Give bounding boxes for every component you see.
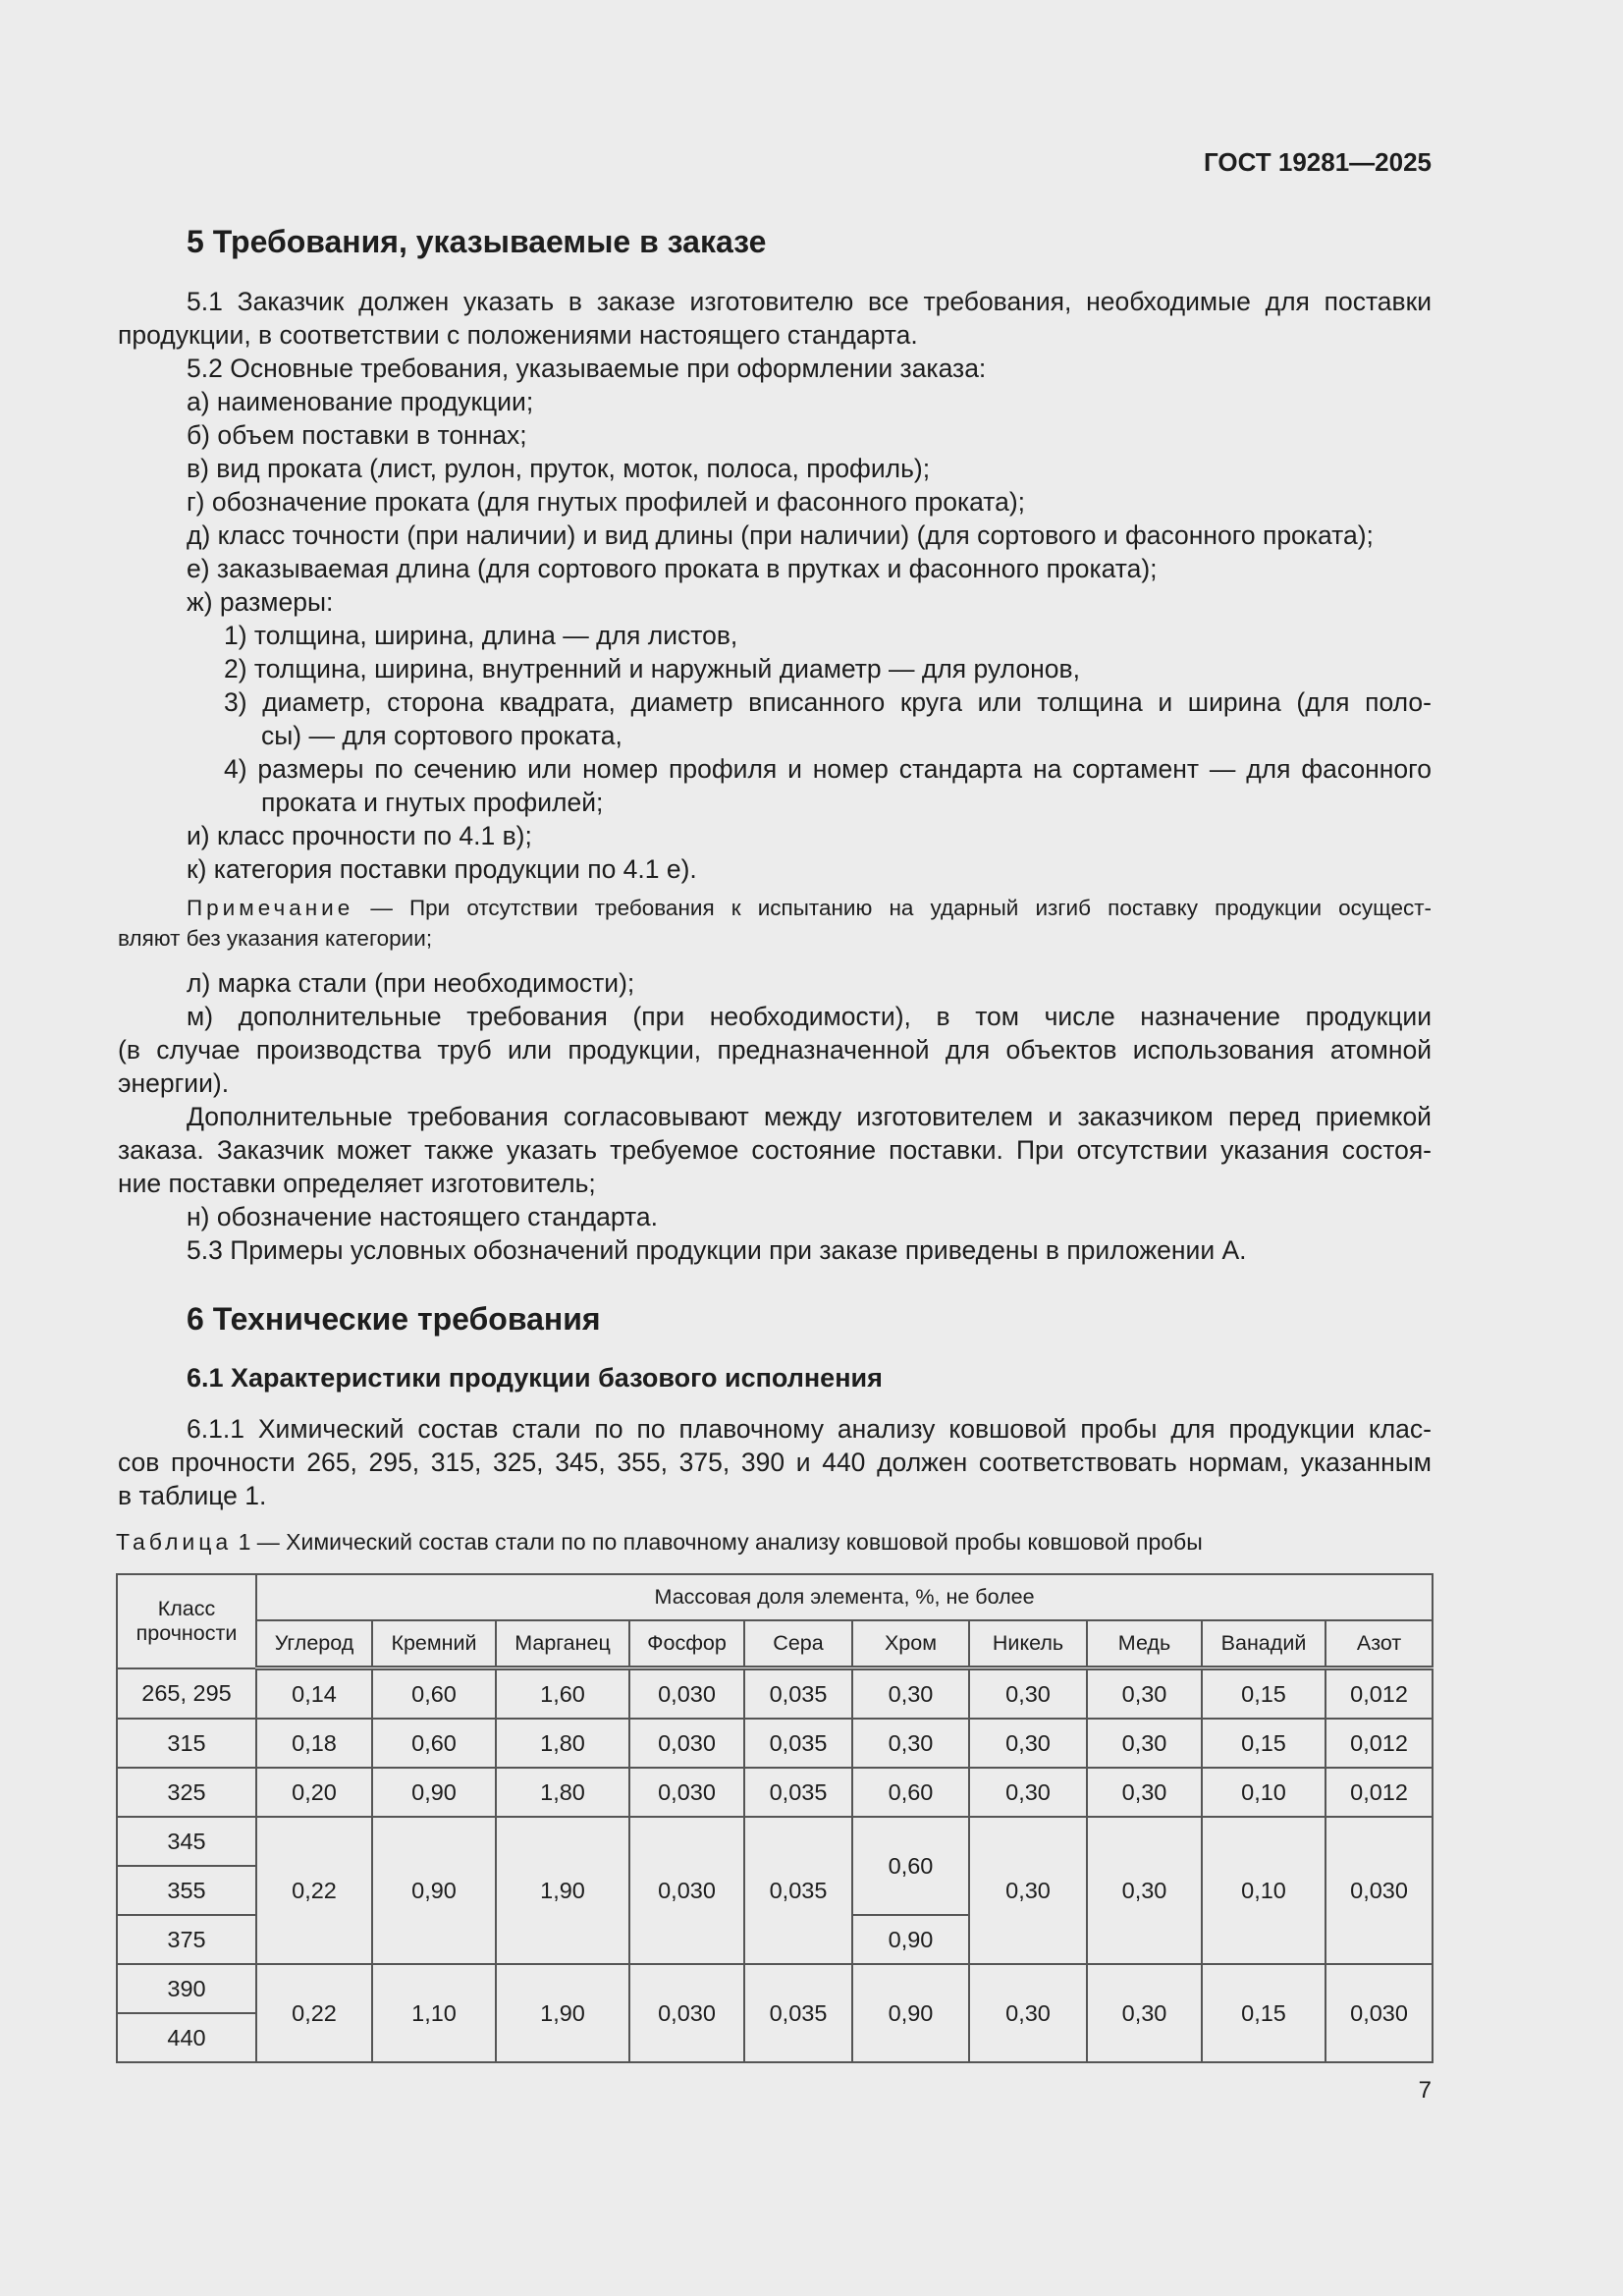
table-cell: 0,30	[969, 1668, 1087, 1720]
para-5-3: 5.3 Примеры условных обозначений продукции при заказе приведены в приложении А.	[187, 1235, 1247, 1265]
table-cell: 0,90	[372, 1768, 496, 1817]
page-number: 7	[1418, 2077, 1432, 2104]
extra-req-line2: заказа. Заказчик может также указать требуемое состояние поставки. При отсутствии указания состоя-	[118, 1135, 1432, 1165]
table-cell: 0,30	[969, 1719, 1087, 1768]
group-header: Массовая доля элемента, %, не более	[256, 1574, 1433, 1620]
table-cell: 0,10	[1202, 1768, 1325, 1817]
col-header-element: Углерод	[256, 1620, 372, 1668]
table-cell: 0,030	[629, 1817, 744, 1964]
col-header-element: Кремний	[372, 1620, 496, 1668]
table-cell: 0,035	[744, 1668, 852, 1720]
table-cell: 0,20	[256, 1768, 372, 1817]
table-row	[117, 1668, 1433, 1720]
chemical-composition-table	[116, 1573, 1434, 2063]
table-cell: 0,60	[852, 1817, 969, 1915]
table-caption-text: 1 — Химический состав стали по по плавочному анализу ковшовой пробы ковшовой пробы	[232, 1529, 1203, 1555]
extra-req-line1: Дополнительные требования согласовывают между изготовителем и заказчиком перед приемкой	[187, 1102, 1432, 1131]
table-cell: 0,012	[1325, 1768, 1433, 1817]
table-cell: 1,90	[496, 1817, 629, 1964]
list-item-g: г) обозначение проката (для гнутых профилей и фасонного проката);	[187, 487, 1026, 517]
col-header-class: Класс прочности	[117, 1574, 256, 1668]
note-line2: вляют без указания категории;	[118, 926, 433, 951]
table-cell: 1,10	[372, 1964, 496, 2062]
para-5-1-line2: продукции, в соответствии с положениями настоящего стандарта.	[118, 320, 918, 350]
table-cell: 0,30	[969, 1964, 1087, 2062]
table-cell: 0,60	[852, 1768, 969, 1817]
table-cell: 1,80	[496, 1719, 629, 1768]
col-header-element: Никель	[969, 1620, 1087, 1668]
col-header-element: Марганец	[496, 1620, 629, 1668]
table-subheader-row	[117, 1620, 1433, 1668]
col-header-element: Хром	[852, 1620, 969, 1668]
table-cell: 0,30	[852, 1668, 969, 1720]
table-cell: 0,30	[1087, 1668, 1202, 1720]
cell-class: 390	[117, 1964, 256, 2013]
sub-item-2: 2) толщина, ширина, внутренний и наружный диаметр — для рулонов,	[224, 654, 1080, 683]
table-cell: 0,90	[852, 1915, 969, 1964]
col-header-element: Медь	[1087, 1620, 1202, 1668]
table-cell: 0,030	[1325, 1964, 1433, 2062]
cell-class: 440	[117, 2013, 256, 2062]
table-cell: 0,30	[969, 1768, 1087, 1817]
table-cell: 1,60	[496, 1668, 629, 1720]
table-cell: 0,10	[1202, 1817, 1325, 1964]
table-cell: 0,035	[744, 1964, 852, 2062]
table-cell: 0,22	[256, 1964, 372, 2062]
cell-class: 355	[117, 1866, 256, 1915]
cell-class: 325	[117, 1768, 256, 1817]
para-6-1-1-line2: сов прочности 265, 295, 315, 325, 345, 355, 375, 390 и 440 должен соответствовать нормам, указанным	[118, 1448, 1432, 1477]
table-cell: 0,30	[852, 1719, 969, 1768]
cell-class: 265, 295	[117, 1668, 256, 1720]
list-item-m-line1: м) дополнительные требования (при необходимости), в том числе назначение продукции	[187, 1002, 1432, 1031]
table-cell: 0,30	[969, 1817, 1087, 1964]
para-6-1-1-line3: в таблице 1.	[118, 1481, 267, 1510]
para-6-1-1-line1: 6.1.1 Химический состав стали по по плавочному анализу ковшовой пробы для продукции клас-	[187, 1414, 1432, 1444]
table-cell: 0,035	[744, 1817, 852, 1964]
note-text: — При отсутствии требования к испытанию на ударный изгиб поставку продукции осущест-	[353, 896, 1432, 920]
cell-class: 345	[117, 1817, 256, 1866]
table-row	[117, 1768, 1433, 1817]
sub-item-3-line1: 3) диаметр, сторона квадрата, диаметр вписанного круга или толщина и ширина (для поло-	[224, 687, 1432, 717]
table-cell: 0,60	[372, 1668, 496, 1720]
table-cell: 0,030	[1325, 1817, 1433, 1964]
table-cell: 0,30	[1087, 1768, 1202, 1817]
para-5-2: 5.2 Основные требования, указываемые при оформлении заказа:	[187, 354, 987, 383]
list-item-b: б) объем поставки в тоннах;	[187, 420, 527, 450]
table-cell: 0,035	[744, 1719, 852, 1768]
sub-item-3-line2: сы) — для сортового проката,	[261, 721, 622, 750]
list-item-k: к) категория поставки продукции по 4.1 е).	[187, 854, 697, 884]
table-cell: 0,012	[1325, 1719, 1433, 1768]
col-header-element: Сера	[744, 1620, 852, 1668]
para-5-1-line1: 5.1 Заказчик должен указать в заказе изготовителю все требования, необходимые для поставки	[187, 287, 1432, 316]
table-cell: 0,030	[629, 1668, 744, 1720]
sub-item-4-line2: проката и гнутых профилей;	[261, 788, 604, 817]
table-row	[117, 1817, 1433, 1866]
extra-req-line3: ние поставки определяет изготовитель;	[118, 1169, 596, 1198]
table-cell: 0,030	[629, 1768, 744, 1817]
table-caption-label: Таблица	[116, 1529, 233, 1555]
table-cell: 0,60	[372, 1719, 496, 1768]
list-item-d: д) класс точности (при наличии) и вид длины (при наличии) (для сортового и фасонного проката);	[187, 520, 1374, 550]
section-5-title: 5 Требования, указываемые в заказе	[187, 224, 767, 259]
list-item-a: а) наименование продукции;	[187, 387, 534, 416]
list-item-i: и) класс прочности по 4.1 в);	[187, 821, 532, 850]
list-item-e: е) заказываемая длина (для сортового проката в прутках и фасонного проката);	[187, 554, 1158, 583]
table-row	[117, 1964, 1433, 2013]
table-cell: 0,22	[256, 1817, 372, 1964]
list-item-m-line3: энергии).	[118, 1068, 230, 1098]
table-cell: 0,15	[1202, 1668, 1325, 1720]
table-cell: 0,90	[852, 1964, 969, 2062]
cell-class: 375	[117, 1915, 256, 1964]
table-cell: 1,90	[496, 1964, 629, 2062]
list-item-zh: ж) размеры:	[187, 587, 334, 617]
table-header-row	[117, 1574, 1433, 1620]
list-item-n: н) обозначение настоящего стандарта.	[187, 1202, 658, 1231]
table-cell: 0,30	[1087, 1817, 1202, 1964]
col-header-element: Азот	[1325, 1620, 1433, 1668]
note-line1	[187, 893, 1432, 923]
table-cell: 0,30	[1087, 1719, 1202, 1768]
document-id: ГОСТ 19281—2025	[1204, 147, 1432, 177]
section-6-title: 6 Технические требования	[187, 1301, 601, 1337]
list-item-l: л) марка стали (при необходимости);	[187, 968, 635, 998]
table-cell: 0,18	[256, 1719, 372, 1768]
col-header-element: Фосфор	[629, 1620, 744, 1668]
sub-item-1: 1) толщина, ширина, длина — для листов,	[224, 621, 738, 650]
list-item-v: в) вид проката (лист, рулон, пруток, моток, полоса, профиль);	[187, 454, 931, 483]
table-row	[117, 1719, 1433, 1768]
table-cell: 0,012	[1325, 1668, 1433, 1720]
table-cell: 0,90	[372, 1817, 496, 1964]
table-cell: 0,30	[1087, 1964, 1202, 2062]
table-cell: 0,14	[256, 1668, 372, 1720]
table-cell: 0,15	[1202, 1719, 1325, 1768]
sub-item-4-line1: 4) размеры по сечению или номер профиля и номер стандарта на сортамент — для фасонного	[224, 754, 1432, 784]
table-caption	[116, 1529, 1203, 1556]
subsection-6-1-title: 6.1 Характеристики продукции базового исполнения	[187, 1363, 883, 1393]
table-cell: 1,80	[496, 1768, 629, 1817]
note-label: Примечание	[187, 896, 354, 920]
table-cell: 0,035	[744, 1768, 852, 1817]
table-cell: 0,030	[629, 1964, 744, 2062]
col-header-element: Ванадий	[1202, 1620, 1325, 1668]
list-item-m-line2: (в случае производства труб или продукции, предназначенной для объектов использования атомной	[118, 1035, 1432, 1065]
cell-class: 315	[117, 1719, 256, 1768]
table-cell: 0,15	[1202, 1964, 1325, 2062]
table-cell: 0,030	[629, 1719, 744, 1768]
